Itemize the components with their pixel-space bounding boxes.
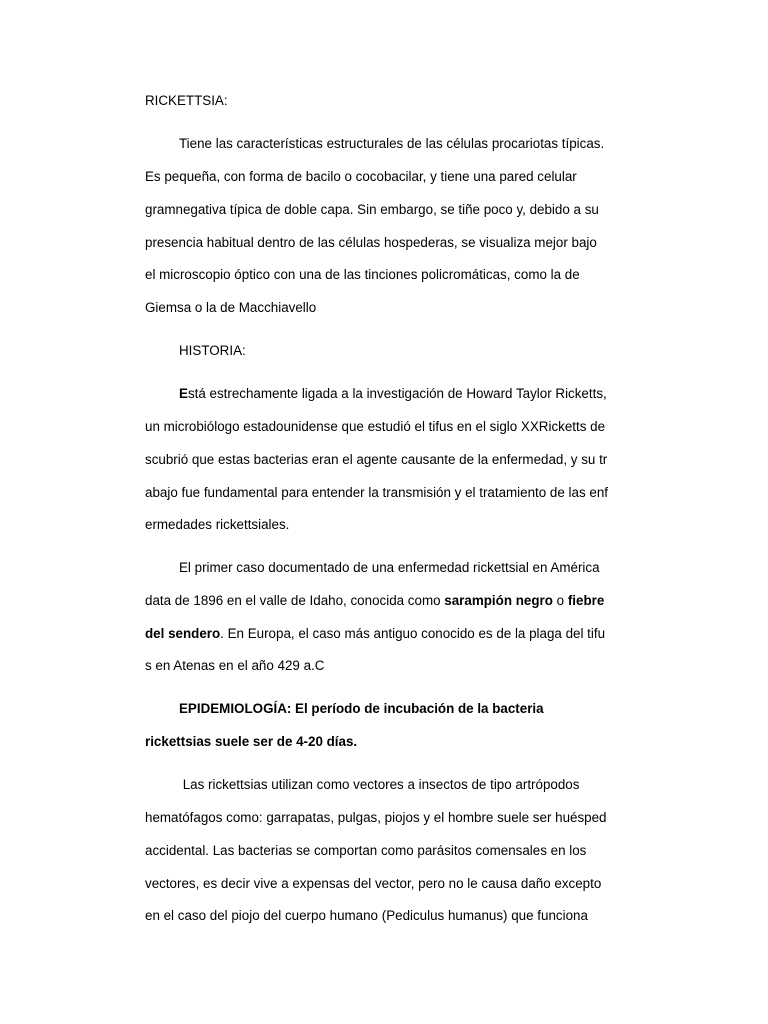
vectores-line: accidental. Las bacterias se comportan como parásitos comensales en los <box>145 843 587 858</box>
intro-line: el microscopio óptico con una de las tinciones policromáticas, como la de <box>145 267 580 282</box>
vectores-line: vectores, es decir vive a expensas del vector, pero no le causa daño excepto <box>145 876 602 891</box>
del-sendero-term: del sendero <box>145 626 221 641</box>
caso-text: o <box>552 593 568 608</box>
intro-line: presencia habitual dentro de las células hospederas, se visualiza mejor bajo <box>145 235 597 250</box>
caso-line <box>145 592 604 610</box>
vectores-line: en el caso del piojo del cuerpo humano (Pediculus humanus) que funciona <box>145 908 588 923</box>
historia-line: abajo fue fundamental para entender la transmisión y el tratamiento de las enf <box>145 485 609 500</box>
vectores-line: Las rickettsias utilizan como vectores a insectos de tipo artrópodos <box>179 777 580 792</box>
historia-line: scubrió que estas bacterias eran el agente causante de la enfermedad, y su tr <box>145 452 608 467</box>
epidemiologia-heading: EPIDEMIOLOGÍA: El período de incubación de la bacteria <box>179 701 544 716</box>
historia-line: un microbiólogo estadounidense que estudió el tifus en el siglo XXRicketts de <box>145 419 606 434</box>
caso-line: El primer caso documentado de una enfermedad rickettsial en América <box>179 560 600 575</box>
fiebre-term: fiebre <box>567 593 605 608</box>
caso-line: s en Atenas en el año 429 a.C <box>145 658 325 673</box>
historia-heading: HISTORIA: <box>179 343 246 358</box>
intro-line: gramnegativa típica de doble capa. Sin embargo, se tiñe poco y, debido a su <box>145 202 599 217</box>
historia-line <box>179 385 607 403</box>
intro-line: Tiene las características estructurales de las células procariotas típicas. <box>179 136 605 151</box>
caso-line <box>145 625 605 643</box>
historia-line-text: stá estrechamente ligada a la investigación de Howard Taylor Ricketts, <box>187 386 607 401</box>
vectores-line: hematófagos como: garrapatas, pulgas, piojos y el hombre suele ser huésped <box>145 810 607 825</box>
intro-line: Es pequeña, con forma de bacilo o cocobacilar, y tiene una pared celular <box>145 169 577 184</box>
epidemiologia-line: rickettsias suele ser de 4-20 días. <box>145 734 358 749</box>
historia-line: ermedades rickettsiales. <box>145 517 290 532</box>
intro-line: Giemsa o la de Macchiavello <box>145 300 317 315</box>
caso-text: . En Europa, el caso más antiguo conocido es de la plaga del tifu <box>220 626 606 641</box>
caso-text: data de 1896 en el valle de Idaho, conocida como <box>145 593 445 608</box>
document-heading: RICKETTSIA: <box>145 93 228 108</box>
sarampion-negro-term: sarampión negro <box>444 593 553 608</box>
historia-first-letter: E <box>179 386 188 401</box>
